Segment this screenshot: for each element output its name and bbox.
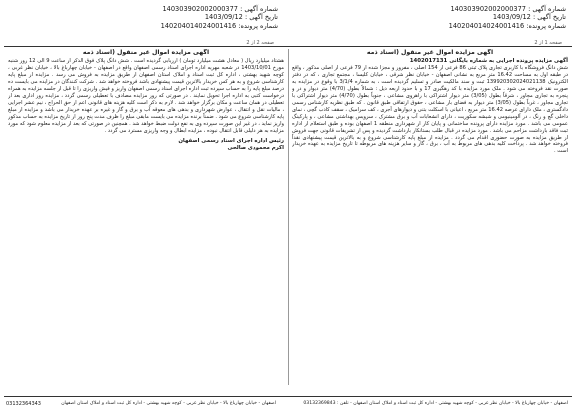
file-number: شماره پرونده: 140204014024001416 (448, 21, 566, 30)
announcement-number: شماره آگهی : 140303902002000377 (162, 5, 278, 13)
page-number-left: صفحه 2 از 2 (246, 40, 274, 46)
column-title: آگهی مزایده اموال غیر منقول (اسناد ذمه (366, 49, 494, 56)
column-title: آگهی مزایده اموال غیر منقول (اسناد ذمه (82, 49, 210, 56)
announcement-number: شماره آگهی : 140303902002000377 (450, 5, 566, 13)
file-number: شماره پرونده: 140204014024001416 (160, 21, 278, 30)
signature-title: رئیس اداره اجرای اسناد رسمی اصفهان (178, 138, 284, 145)
column-divider (288, 49, 289, 385)
right-text-column (292, 49, 568, 385)
left-text-column (8, 49, 284, 385)
column-body: شش دانگ فروشگاه با کاربری تجاری پلاک ثبتی 86 فرعی از 154 اصلی ، مفروز و مجزا شده از 79 فرعی از اصلی مذکور ، واقع در طبقه اول به مساحت 16.42 متر مربع به نشانی اصفهان - خیابان نظر شرقی ، خیابان کلیسا ، مجتمع تجاری ، که در دفتر الکترونیک 139920302024021138 ثبت و سند مالکیت صادر و تسلیم گردیده است ، به شماره 3/1/4 با وقوع در مزایده به صورت نقد فروخته می شود . ملک مورد مزایده با کد رهگیری 17 و با حدود اربعه ذیل : شمالاً بطول (4/70) متر دیوار و در و پنجره به تجاری مجاور ، شرقاً بطول (3/05) متر دیوار اشتراکی با راهروی مشاعی ، جنوباً بطول (4/70) متر دیوار اشتراکی با تجاری مجاور ، غرباً بطول (3/05) متر دیوار به فضای باز مشاعی ، حقوق ارتفاقی طبق قانون . که طبق نظریه کارشناس رسمی دادگستری ، ملک دارای عرصه 16.42 متر مربع ، اعیانی با اسکلت بتنی و دیوارهای آجری ، کف سرامیک ، سقف کاذب گچی ، نمای داخلی گچ و رنگ ، در آلومینیومی و شیشه سکوریت ، دارای انشعابات آب و برق مشترک ، سرویس بهداشتی مشاعی ، و پارکینگ عمومی می باشد . مورد مزایده دارای پرونده ساختمانی و پایان کار از شهرداری منطقه 1 اصفهان بوده و طبق استعلام از اداره ثبت فاقد بازداشت مزاحم می باشد . مورد مزایده در قبال طلب بستانکار بازداشت گردیده و پس از تشریفات قانونی جهت فروش از طریق مزایده به صورت حضوری اقدام می گردد . مزایده از مبلغ پایه کارشناسی شروع و به بالاترین قیمت پیشنهادی نقداً فروخته خواهد شد . پرداخت کلیه بدهی های مربوط به آب ، برق ، گاز و سایر هزینه های مربوطه تا تاریخ مزایده به عهده خریدار است . (292, 65, 568, 155)
header-rule (4, 46, 572, 47)
page-number-right: صفحه 1 از 2 (534, 40, 562, 46)
footer-address-right: اصفهان - خیابان چهارباغ بالا - خیابان نظر غربی - کوچه شهید بهشتی - اداره کل ثبت اسناد و املاک استان اصفهان - تلفن : 03132369843 (303, 401, 568, 406)
footer-rule (4, 396, 572, 397)
column-subtitle: آگهی مزایده پرونده اجرایی به شماره بایگانی 1402017131 (409, 58, 568, 64)
footer-address-left: اصفهان - خیابان چهارباغ بالا - خیابان نظر غربی - کوچه شهید بهشتی - اداره کل ثبت اسناد و املاک استان اصفهان (61, 401, 276, 406)
announcement-date: تاریخ آگهی : 1403/09/12 (492, 13, 566, 22)
right-header-meta (449, 5, 566, 30)
signature-name: اکرم محمودی صالحی (227, 145, 284, 152)
column-body: هشتاد میلیارد ریال ( معادل هشت میلیارد تومان ) ارزیابی گردیده است . شش دانگ پلاک فوق الذکر از ساعت 9 الی 12 روز شنبه مورخ 1403/10/01 در شعبه مهریه اداره اجرای اسناد رسمی اصفهان واقع در اصفهان - خیابان چهارباغ بالا ، خیابان نظر غربی ، کوچه شهید بهشتی ، اداره کل ثبت اسناد و املاک استان اصفهان از طریق مزایده به فروش می رسد . مزایده از مبلغ پایه کارشناسی شروع و به هر کس خریدار بالاترین قیمت پیشنهادی باشد فروخته خواهد شد . شرکت کنندگان در مزایده می بایست ده درصد مبلغ پایه را به حساب سپرده ثبت اداره اجرای اسناد رسمی اصفهان واریز و فیش واریزی را تا قبل از جلسه مزایده به همراه درخواست کتبی به اداره اجرا تحویل نمایند . در صورتی که روز مزایده مصادف با تعطیلی رسمی گردد ، مزایده روز اداری بعد از تعطیلی در همان ساعت و مکان برگزار خواهد شد . لازم به ذکر است کلیه هزینه های قانونی اعم از حق الحراج ، نیم عشر اجرایی ، مالیات نقل و انتقال ، عوارض شهرداری و بدهی های معوقه آب و برق و گاز و غیره بر عهده خریدار می باشد و مزایده از مبلغ پایه کارشناسی شروع می شود . ضمناً برنده مزایده می بایست مابقی مبلغ را ظرف مدت پنج روز از تاریخ مزایده به حساب مذکور واریز نماید ، در غیر این صورت سپرده وی به نفع دولت ضبط خواهد شد . همچنین در صورتی که بعد از مزایده معلوم شود که مورد مزایده به هر دلیلی قابل انتقال نبوده ، مزایده ابطال و وجه واریزی مسترد می گردد . (8, 58, 284, 134)
footer-phone: 03132364343 (6, 401, 41, 407)
announcement-date: تاریخ آگهی : 1403/09/12 (204, 13, 278, 22)
signature-block (8, 138, 284, 152)
left-header-meta (161, 5, 278, 30)
